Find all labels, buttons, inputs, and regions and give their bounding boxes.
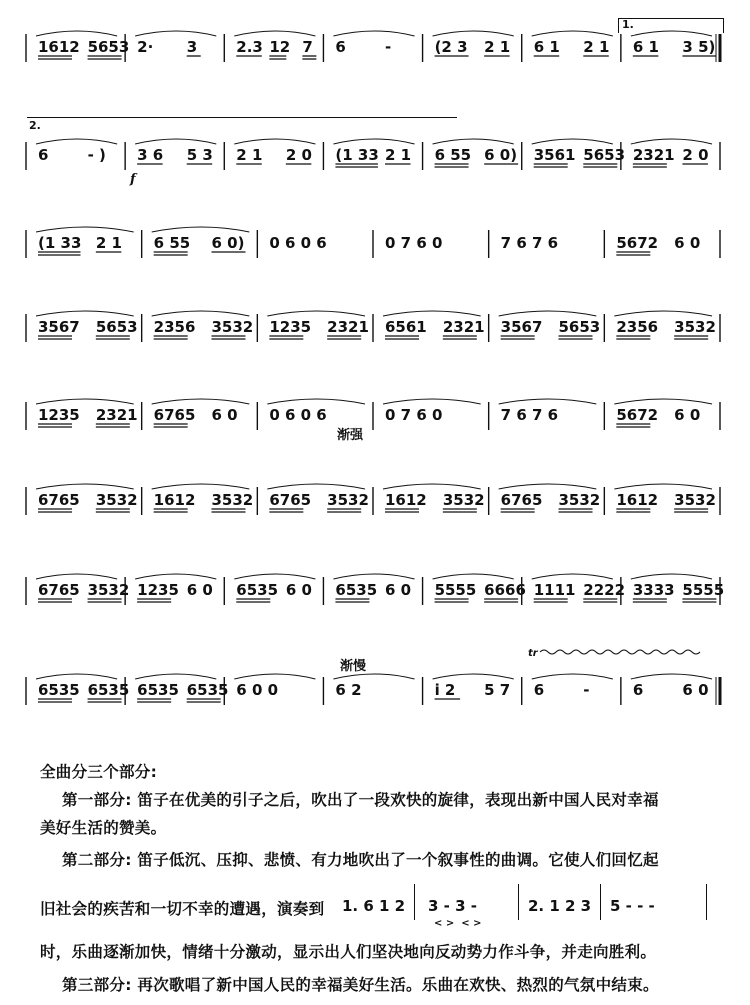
- slur: [333, 574, 414, 579]
- note-group: - ): [87, 146, 106, 164]
- note-group: 6535: [335, 581, 378, 599]
- note-group: 6 0: [211, 406, 238, 424]
- note-group: 0 7 6 0: [385, 406, 443, 424]
- slur: [631, 574, 712, 579]
- snippet-barline: [414, 884, 416, 920]
- slur: [383, 311, 481, 316]
- note-group: 5 3: [186, 146, 213, 164]
- note-group: 3561: [533, 146, 576, 164]
- note-group: 6535: [186, 681, 229, 699]
- part-one-description: 第一部分: 笛子在优美的引子之后，吹出了一段欢快的旋律，表现出新中国人民对幸福: [62, 791, 659, 809]
- snippet-accent-marks: < > < >: [434, 918, 482, 929]
- note-group: 2321: [327, 318, 369, 336]
- note-group: 2321: [632, 146, 675, 164]
- slur: [614, 399, 712, 404]
- slur: [36, 227, 134, 232]
- slur: [499, 484, 597, 489]
- note-group: 2 1: [95, 234, 122, 252]
- slur: [383, 399, 481, 404]
- part-two-ending: 时，乐曲逐渐加快，情绪十分激动，显示出人们坚决地向反动势力作斗争，并走向胜利。: [40, 943, 657, 961]
- note-group: 6561: [385, 318, 427, 336]
- note-group: 3567: [500, 318, 543, 336]
- snippet-segment-3: 2. 1 2 3: [528, 897, 592, 915]
- slur: [499, 399, 597, 404]
- note-group: (2 3: [434, 38, 468, 56]
- note-group: 6 0: [385, 581, 412, 599]
- note-group: 6: [38, 146, 49, 164]
- crescendo-mark: 渐强: [337, 428, 364, 443]
- note-group: 6765: [153, 406, 196, 424]
- note-group: 0 7 6 0: [385, 234, 443, 252]
- note-group: 6765: [38, 491, 80, 509]
- slur: [36, 139, 117, 144]
- note-group: 1235: [269, 318, 312, 336]
- note-group: 1612: [153, 491, 196, 509]
- note-group: 5653: [95, 318, 138, 336]
- note-group: 6 0: [674, 234, 701, 252]
- note-group: 1235: [137, 581, 179, 599]
- slur: [152, 484, 250, 489]
- note-group: 6535: [236, 581, 279, 599]
- note-group: 6 0: [674, 406, 701, 424]
- snippet-segment-1: 1. 6 1 2: [342, 897, 406, 915]
- note-group: 5672: [616, 406, 659, 424]
- note-group: 2 1: [484, 38, 511, 56]
- slur: [36, 484, 134, 489]
- note-group: 6 0): [484, 146, 518, 164]
- slur: [234, 31, 315, 36]
- note-group: 2.3: [236, 38, 263, 56]
- note-group: -: [583, 681, 590, 699]
- overview-line: 全曲分三个部分:: [40, 763, 158, 781]
- slur: [532, 139, 613, 144]
- note-group: 0 6 0 6: [269, 234, 327, 252]
- note-group: 3 5): [682, 38, 716, 56]
- volta-bracket-2: [27, 117, 457, 119]
- note-group: 12: [269, 38, 291, 56]
- slur: [36, 674, 117, 679]
- note-group: 6765: [269, 491, 312, 509]
- note-group: 6: [335, 38, 346, 56]
- slur: [333, 674, 414, 679]
- note-group: 6 0 0: [236, 681, 279, 699]
- note-group: 3532: [327, 491, 369, 509]
- slur: [532, 31, 613, 36]
- slur: [135, 674, 216, 679]
- note-group: 1612: [38, 38, 80, 56]
- note-group: -: [385, 38, 392, 56]
- note-group: 2356: [153, 318, 196, 336]
- part-one-continuation: 美好生活的赞美。: [40, 819, 167, 837]
- note-group: 6535: [87, 681, 130, 699]
- note-group: 0 6 0 6: [269, 406, 327, 424]
- slur: [267, 399, 365, 404]
- note-group: 2 0: [285, 146, 312, 164]
- slur: [234, 674, 315, 679]
- note-group: 5653: [583, 146, 626, 164]
- slur: [383, 484, 481, 489]
- snippet-segment-2: 3 - 3 -: [428, 897, 477, 915]
- note-group: 2·: [137, 38, 154, 56]
- note-group: (1 33: [335, 146, 379, 164]
- note-group: 3567: [38, 318, 80, 336]
- note-group: 6 0: [682, 681, 709, 699]
- slur: [631, 139, 712, 144]
- slur: [135, 574, 216, 579]
- slur: [532, 574, 613, 579]
- note-group: 2321: [95, 406, 138, 424]
- slur: [135, 139, 216, 144]
- slur: [333, 31, 414, 36]
- slur: [36, 574, 117, 579]
- part-three-description: 第三部分: 再次歌唱了新中国人民的幸福美好生活。乐曲在欢快、热烈的气氛中结束。: [62, 976, 659, 994]
- slur: [532, 674, 613, 679]
- note-group: 3: [186, 38, 198, 56]
- slur: [433, 31, 514, 36]
- slur: [135, 31, 216, 36]
- snippet-barline: [518, 884, 520, 920]
- part-two-description: 第二部分: 笛子低沉、压抑、悲愤、有力地吹出了一个叙事性的曲调。它使人们回忆起: [62, 851, 659, 869]
- trill-mark: tr: [528, 648, 538, 659]
- note-group: 6 1: [632, 38, 659, 56]
- note-group: 5555: [682, 581, 725, 599]
- note-group: 6 55: [153, 234, 191, 252]
- note-group: 6 0: [186, 581, 213, 599]
- slur: [614, 484, 712, 489]
- snippet-barline: [600, 884, 602, 920]
- dynamic-forte: f: [130, 172, 136, 187]
- slur: [614, 311, 712, 316]
- note-group: 2 1: [583, 38, 610, 56]
- ritardando-mark: 渐慢: [340, 659, 367, 674]
- slur: [152, 227, 250, 232]
- note-group: 5653: [87, 38, 130, 56]
- slur: [234, 139, 315, 144]
- slur: [499, 311, 597, 316]
- note-group: 3532: [674, 318, 716, 336]
- note-group: 1111: [533, 581, 576, 599]
- trill-wave: [540, 650, 700, 654]
- note-group: 2222: [583, 581, 626, 599]
- slur: [234, 574, 315, 579]
- slur: [36, 311, 134, 316]
- note-group: 5555: [434, 581, 477, 599]
- slur: [631, 674, 712, 679]
- note-group: 3532: [211, 491, 254, 509]
- slur: [36, 399, 134, 404]
- note-group: 6 1: [533, 38, 560, 56]
- volta-bracket-1: [618, 18, 724, 33]
- slur: [333, 139, 414, 144]
- note-group: 1612: [616, 491, 659, 509]
- note-group: i 2: [434, 681, 456, 699]
- note-group: 2 0: [682, 146, 709, 164]
- note-group: 3532: [95, 491, 138, 509]
- slur: [267, 484, 365, 489]
- note-group: 6535: [38, 681, 80, 699]
- snippet-segment-4: 5 - - -: [610, 897, 655, 915]
- slur: [433, 674, 514, 679]
- note-group: 6 0: [285, 581, 312, 599]
- note-group: 6 0): [211, 234, 245, 252]
- note-group: 5672: [616, 234, 659, 252]
- note-group: 5 7: [484, 681, 511, 699]
- slur: [433, 139, 514, 144]
- note-group: 2 1: [385, 146, 412, 164]
- note-group: 2 1: [236, 146, 263, 164]
- note-group: 7: [302, 38, 313, 56]
- note-group: 3532: [211, 318, 254, 336]
- note-group: 2356: [616, 318, 659, 336]
- note-group: 3532: [558, 491, 601, 509]
- note-group: 5653: [558, 318, 601, 336]
- note-group: 6: [632, 681, 644, 699]
- note-group: 6666: [484, 581, 526, 599]
- note-group: 6 2: [335, 681, 362, 699]
- note-group: 3532: [674, 491, 716, 509]
- note-group: 6535: [137, 681, 179, 699]
- note-group: 3532: [442, 491, 485, 509]
- note-group: 6765: [500, 491, 543, 509]
- note-group: 1235: [38, 406, 80, 424]
- note-group: (1 33: [38, 234, 82, 252]
- slur: [152, 399, 250, 404]
- note-group: 2321: [442, 318, 485, 336]
- note-group: 6765: [38, 581, 80, 599]
- note-group: 6 55: [434, 146, 472, 164]
- note-group: 1612: [385, 491, 427, 509]
- note-group: 7 6 7 6: [500, 406, 559, 424]
- note-group: 7 6 7 6: [500, 234, 559, 252]
- slur: [36, 31, 117, 36]
- slur: [433, 574, 514, 579]
- inline-notation-snippet: [338, 880, 728, 930]
- slur: [267, 311, 365, 316]
- volta-label-1: 1.: [622, 18, 634, 31]
- snippet-barline: [706, 884, 708, 920]
- note-group: 6: [533, 681, 545, 699]
- volta-label-2: 2.: [29, 119, 41, 132]
- note-group: 3 6: [137, 146, 164, 164]
- slur: [152, 311, 250, 316]
- part-two-continuation: 旧社会的疾苦和一切不幸的遭遇，演奏到: [40, 900, 325, 918]
- note-group: 3532: [87, 581, 130, 599]
- note-group: 3333: [632, 581, 675, 599]
